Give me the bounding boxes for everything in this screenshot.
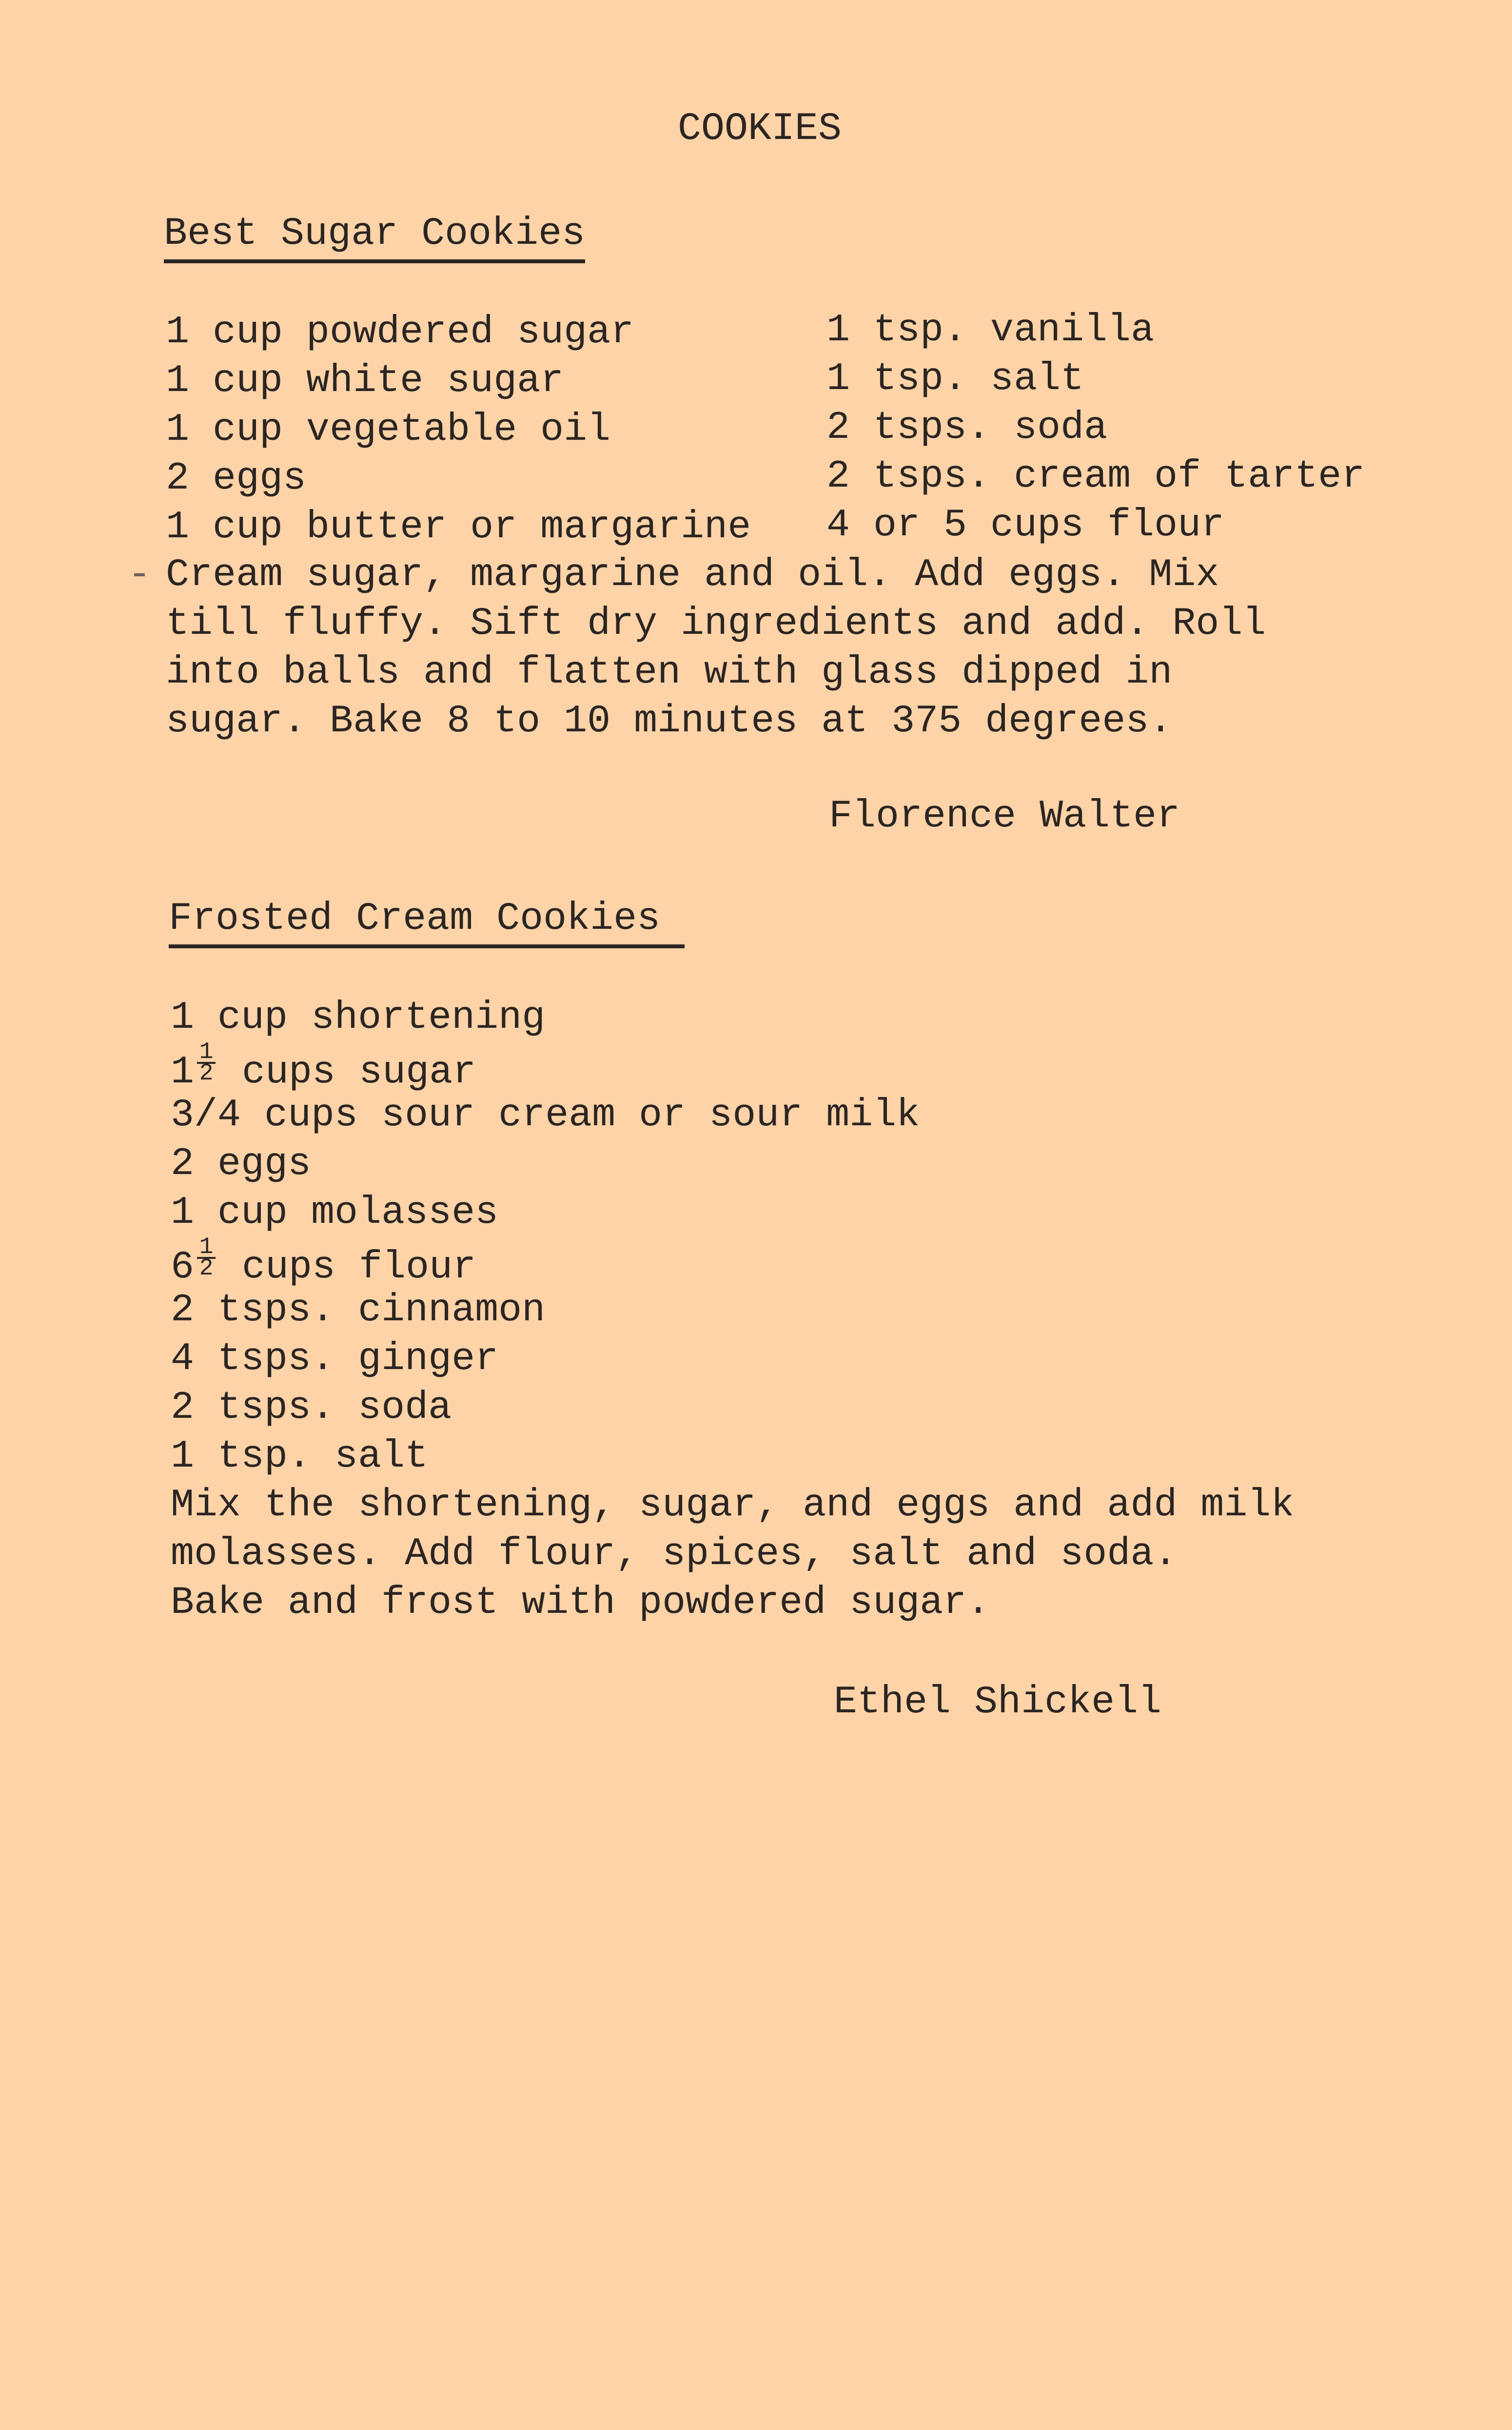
- ingredient: 2 eggs: [171, 1142, 312, 1186]
- method-line: Mix the shortening, sugar, and eggs and add milk: [171, 1483, 1295, 1528]
- ingredient-with-fraction: 1 $\frac{1}{2}$ cups sugar: [171, 1039, 476, 1095]
- ingredient-with-fraction: 6 $\frac{1}{2}$ cups flour: [171, 1234, 476, 1290]
- ingredient: 2 tsps. cream of tarter: [826, 454, 1365, 499]
- recipe-credit: Florence Walter: [829, 794, 1180, 839]
- method-line: Cream sugar, margarine and oil. Add eggs. Mix: [166, 553, 1219, 597]
- recipe-method: [166, 551, 1266, 746]
- ingredient: 2 tsps. soda: [826, 406, 1108, 450]
- ingredient: 1 tsp. salt: [826, 357, 1084, 401]
- recipe-title-best-sugar-cookies: Best Sugar Cookies: [164, 210, 585, 263]
- method-line: into balls and flatten with glass dipped in: [166, 650, 1173, 695]
- ingredient: 3/4 cups sour cream or sour milk: [171, 1093, 920, 1137]
- ingredient: 2 tsps. cinnamon: [171, 1288, 546, 1333]
- method-line: Bake and frost with powdered sugar.: [171, 1581, 990, 1625]
- margin-dash-mark: -: [128, 553, 152, 597]
- ingredient-list: [171, 994, 920, 1481]
- method-line: till fluffy. Sift dry ingredients and add. Roll: [166, 602, 1266, 646]
- recipe-method: [171, 1481, 1294, 1627]
- ingredient: 1 cup molasses: [171, 1191, 499, 1235]
- ingredient: 1 cup powdered sugar: [166, 310, 634, 354]
- ingredient: 2 tsps. soda: [171, 1386, 452, 1430]
- ingredient: 1 cup butter or margarine: [166, 505, 751, 549]
- ingredient: 4 or 5 cups flour: [826, 503, 1225, 548]
- ingredient: 4 tsps. ginger: [171, 1337, 499, 1381]
- ingredient: 1 tsp. salt: [171, 1434, 429, 1479]
- method-line: molasses. Add flour, spices, salt and soda.: [171, 1532, 1178, 1576]
- ingredient: 2 eggs: [166, 456, 307, 501]
- fraction: $\frac{1}{2}$: [194, 1042, 218, 1083]
- page-heading: COOKIES: [678, 107, 842, 151]
- ingredient: 1 tsp. vanilla: [826, 308, 1155, 353]
- ingredient-list-left: [166, 308, 751, 552]
- recipe-title-frosted-cream-cookies: Frosted Cream Cookies: [169, 895, 685, 948]
- recipe-credit: Ethel Shickell: [834, 1680, 1162, 1725]
- ingredient-list-right: [826, 306, 1365, 550]
- fraction: $\frac{1}{2}$: [194, 1237, 218, 1278]
- method-line: sugar. Bake 8 to 10 minutes at 375 degrees.: [166, 699, 1173, 744]
- ingredient: 1 cup vegetable oil: [166, 408, 611, 452]
- ingredient: 1 cup white sugar: [166, 359, 564, 403]
- ingredient: 1 cup shortening: [171, 996, 546, 1040]
